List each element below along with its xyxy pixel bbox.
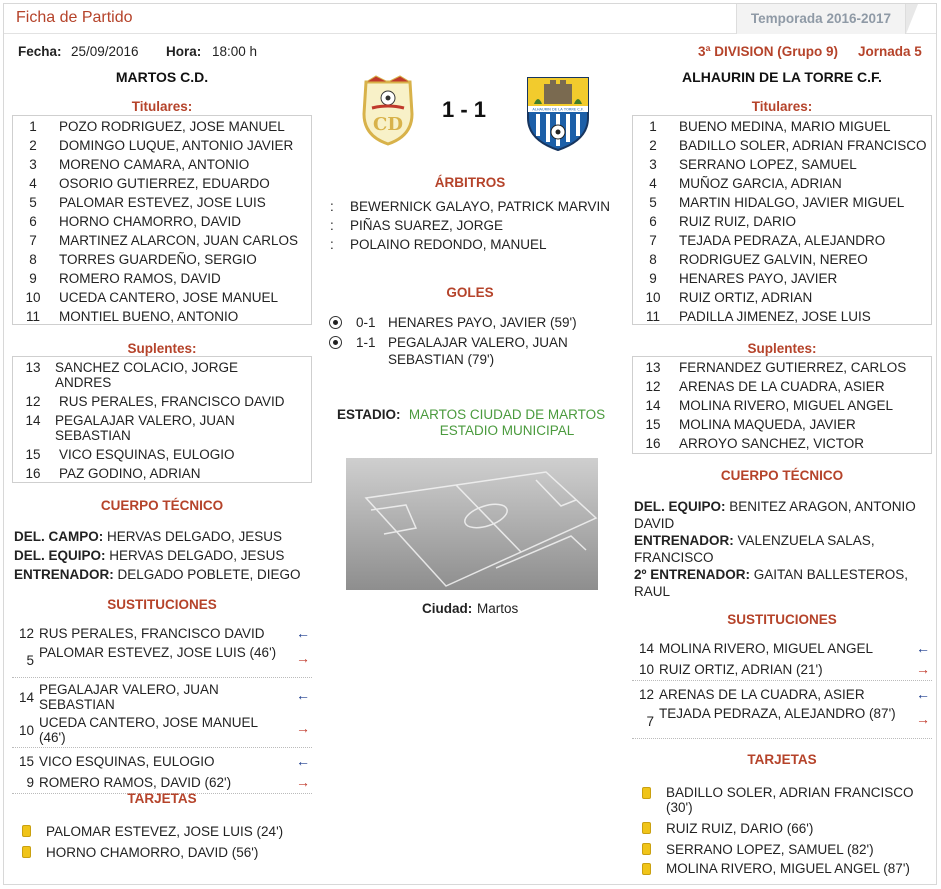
player-name: PAZ GODINO, ADRIAN <box>59 466 201 481</box>
player-name: DOMINGO LUQUE, ANTONIO JAVIER <box>59 138 294 153</box>
staff-name: VALENZUELA SALAS, FRANCISCO <box>634 533 875 565</box>
player-name: PALOMAR ESTEVEZ, JOSE LUIS (46') <box>39 645 277 660</box>
player-row[interactable] <box>633 212 931 231</box>
player-number: 1 <box>29 119 37 134</box>
player-row[interactable] <box>633 396 931 415</box>
player-name: UCEDA CANTERO, JOSE MANUEL <box>59 290 279 305</box>
player-name: MORENO CAMARA, ANTONIO <box>59 157 250 172</box>
staff-role: ENTRENADOR: <box>14 567 118 582</box>
arrow-left-icon: ← <box>296 687 310 703</box>
referee-bullet: : <box>330 199 334 214</box>
player-number: 16 <box>645 436 661 451</box>
player-row[interactable] <box>13 307 311 326</box>
player-number: 11 <box>25 309 40 324</box>
player-row[interactable] <box>13 269 311 288</box>
away-starters-title: Titulares: <box>751 99 813 114</box>
player-number: 7 <box>29 233 37 248</box>
player-number: 4 <box>649 176 657 191</box>
player-row[interactable] <box>633 136 931 155</box>
score: 1 - 1 <box>442 97 487 122</box>
home-cards-title: TARJETAS <box>127 791 197 806</box>
staff-row <box>634 566 916 600</box>
yellow-card-icon <box>22 846 31 858</box>
svg-text:CD: CD <box>373 114 403 135</box>
player-name: SANCHEZ COLACIO, JORGE ANDRES <box>55 360 239 390</box>
staff-role: DEL. EQUIPO: <box>14 548 110 563</box>
player-row[interactable] <box>13 250 311 269</box>
date-label: Fecha: <box>18 44 62 59</box>
player-row[interactable] <box>13 193 311 212</box>
player-number: 8 <box>649 252 657 267</box>
player-number: 10 <box>18 723 34 738</box>
player-name: RUIZ RUIZ, DARIO <box>679 214 796 229</box>
card-player: RUIZ RUIZ, DARIO (66') <box>666 821 814 836</box>
home-starters-title: Titulares: <box>131 99 193 114</box>
player-number: 13 <box>645 360 661 375</box>
home-crest <box>356 74 420 148</box>
player-name: OSORIO GUTIERREZ, EDUARDO <box>59 176 270 191</box>
player-number: 12 <box>645 379 661 394</box>
home-substitutions-title: SUSTITUCIONES <box>107 597 217 612</box>
away-cards-list <box>642 784 932 889</box>
player-name: BUENO MEDINA, MARIO MIGUEL <box>679 119 891 134</box>
yellow-card-icon <box>22 825 31 837</box>
staff-row <box>634 498 916 532</box>
substitution-group <box>12 681 312 748</box>
match-sheet <box>3 3 937 885</box>
player-name: RUS PERALES, FRANCISCO DAVID <box>59 394 285 409</box>
player-row[interactable] <box>633 288 931 307</box>
player-row[interactable] <box>13 464 311 483</box>
home-substitutions-list <box>12 623 312 797</box>
home-cards-list <box>22 821 312 863</box>
arrow-right-icon: → <box>916 711 930 727</box>
stadium-photo <box>346 458 598 590</box>
player-number: 7 <box>649 233 657 248</box>
player-number: 8 <box>29 252 37 267</box>
player-name: ARENAS DE LA CUADRA, ASIER <box>659 687 865 702</box>
staff-row <box>634 532 916 566</box>
arrow-left-icon: ← <box>296 753 310 769</box>
player-number: 7 <box>646 714 654 729</box>
away-staff-title: CUERPO TÉCNICO <box>720 468 844 483</box>
home-team-name: MARTOS C.D. <box>115 69 209 85</box>
player-number: 10 <box>25 290 41 305</box>
away-crest <box>524 74 592 152</box>
card-row <box>642 818 932 839</box>
city-name: Martos <box>477 601 519 616</box>
player-name: UCEDA CANTERO, JOSE MANUEL (46') <box>39 715 258 745</box>
goal-scorer: PEGALAJAR VALERO, JUAN SEBASTIAN (79') <box>388 335 568 367</box>
staff-role: 2º ENTRENADOR: <box>634 567 754 582</box>
player-name: BADILLO SOLER, ADRIAN FRANCISCO <box>679 138 927 153</box>
referee-name: PIÑAS SUAREZ, JORGE <box>350 218 504 233</box>
referee-bullet: : <box>330 218 334 233</box>
player-number: 5 <box>26 653 34 668</box>
player-number: 12 <box>25 394 41 409</box>
staff-name: HERVAS DELGADO, JESUS <box>107 529 283 544</box>
player-number: 13 <box>25 360 41 375</box>
referees-list <box>326 197 616 254</box>
player-row[interactable] <box>633 358 931 377</box>
player-row[interactable] <box>13 212 311 231</box>
player-name: TORRES GUARDEÑO, SERGIO <box>59 252 257 267</box>
player-number: 1 <box>649 119 657 134</box>
player-name: FERNANDEZ GUTIERREZ, CARLOS <box>679 360 907 375</box>
player-name: TEJADA PEDRAZA, ALEJANDRO <box>679 233 886 248</box>
referee-bullet: : <box>330 237 334 252</box>
season-tab-fold <box>906 4 918 34</box>
player-row[interactable] <box>633 434 931 453</box>
player-row[interactable] <box>633 193 931 212</box>
player-name: VICO ESQUINAS, EULOGIO <box>39 754 215 769</box>
player-number: 15 <box>18 754 34 769</box>
substitution-group <box>12 623 312 678</box>
referee-row <box>326 197 616 216</box>
substitution-row <box>12 644 312 677</box>
yellow-card-icon <box>642 787 651 799</box>
staff-role: DEL. EQUIPO: <box>634 499 730 514</box>
player-name: MONTIEL BUENO, ANTONIO <box>59 309 239 324</box>
arrow-left-icon: ← <box>916 640 930 656</box>
player-name: HORNO CHAMORRO, DAVID <box>59 214 242 229</box>
player-number: 14 <box>645 398 661 413</box>
away-staff-list <box>634 498 916 600</box>
yellow-card-icon <box>642 822 651 834</box>
player-row[interactable] <box>13 392 311 411</box>
soccer-ball-icon <box>329 336 342 349</box>
player-number: 10 <box>638 662 654 677</box>
player-row[interactable] <box>633 231 931 250</box>
card-player: HORNO CHAMORRO, DAVID (56') <box>46 845 259 860</box>
player-name: RODRIGUEZ GALVIN, NEREO <box>679 252 868 267</box>
substitution-row <box>632 638 932 659</box>
player-row[interactable] <box>13 155 311 174</box>
stadium-label: ESTADIO: <box>337 407 401 422</box>
player-number: 5 <box>29 195 37 210</box>
svg-text:ALHAURIN DE LA TORRE C.F.: ALHAURIN DE LA TORRE C.F. <box>532 107 584 112</box>
staff-role: DEL. CAMPO: <box>14 529 107 544</box>
player-row[interactable] <box>633 415 931 434</box>
player-row[interactable] <box>13 174 311 193</box>
player-name: VICO ESQUINAS, EULOGIO <box>59 447 235 462</box>
referee-row <box>326 216 616 235</box>
player-name: MOLINA MAQUEDA, JAVIER <box>679 417 856 432</box>
player-name: MARTIN HIDALGO, JAVIER MIGUEL <box>679 195 905 210</box>
player-row[interactable] <box>633 174 931 193</box>
player-number: 16 <box>25 466 41 481</box>
yellow-card-icon <box>642 843 651 855</box>
card-row <box>642 784 932 818</box>
player-name: MOLINA RIVERO, MIGUEL ANGEL <box>679 398 894 413</box>
substitution-row <box>12 681 312 714</box>
home-subs-list <box>12 356 312 483</box>
player-name: HENARES PAYO, JAVIER <box>679 271 838 286</box>
player-number: 14 <box>18 690 34 705</box>
player-row[interactable] <box>13 136 311 155</box>
player-name: ROMERO RAMOS, DAVID (62') <box>39 775 232 790</box>
player-number: 11 <box>645 309 660 324</box>
division: 3ª DIVISION (Grupo 9) <box>698 44 839 59</box>
goals-list <box>326 314 616 374</box>
away-starters-list <box>632 115 932 325</box>
goal-scorer: HENARES PAYO, JAVIER (59') <box>388 315 577 330</box>
player-row[interactable] <box>633 307 931 326</box>
header-bar <box>4 4 936 34</box>
card-player: MOLINA RIVERO, MIGUEL ANGEL (87') <box>666 861 910 876</box>
player-name: ARENAS DE LA CUADRA, ASIER <box>679 379 885 394</box>
player-name: RUS PERALES, FRANCISCO DAVID <box>39 626 265 641</box>
staff-name: GAITAN BALLESTEROS, RAUL <box>634 567 908 599</box>
goals-title: GOLES <box>446 285 494 300</box>
player-number: 9 <box>29 271 37 286</box>
player-row[interactable] <box>13 288 311 307</box>
player-number: 5 <box>649 195 657 210</box>
player-number: 3 <box>29 157 37 172</box>
player-number: 12 <box>638 687 654 702</box>
card-row <box>22 821 312 842</box>
time-label: Hora: <box>166 44 202 59</box>
player-name: PADILLA JIMENEZ, JOSE LUIS <box>679 309 871 324</box>
match-time: 18:00 h <box>212 44 258 59</box>
card-player: SERRANO LOPEZ, SAMUEL (82') <box>666 842 874 857</box>
referee-row <box>326 235 616 254</box>
away-team-name: ALHAURIN DE LA TORRE C.F. <box>682 69 882 85</box>
player-row[interactable] <box>13 231 311 250</box>
substitution-group <box>632 638 932 681</box>
substitution-row <box>12 623 312 644</box>
player-name: RUIZ ORTIZ, ADRIAN <box>679 290 813 305</box>
player-row[interactable] <box>633 377 931 396</box>
staff-name: BENITEZ ARAGON, ANTONIO DAVID <box>634 499 916 531</box>
arrow-right-icon: → <box>916 661 930 677</box>
player-name: ROMERO RAMOS, DAVID <box>59 271 221 286</box>
substitution-row <box>632 684 932 705</box>
substitution-row <box>632 659 932 680</box>
city-label: Ciudad: <box>422 601 473 616</box>
staff-row <box>14 546 314 565</box>
player-name: ARROYO SANCHEZ, VICTOR <box>679 436 865 451</box>
arrow-left-icon: ← <box>916 686 930 702</box>
player-number: 15 <box>645 417 661 432</box>
player-name: PEGALAJAR VALERO, JUAN SEBASTIAN <box>55 413 235 443</box>
player-name: POZO RODRIGUEZ, JOSE MANUEL <box>59 119 285 134</box>
staff-role: ENTRENADOR: <box>634 533 738 548</box>
substitution-row <box>12 772 312 793</box>
match-date: 25/09/2016 <box>71 44 139 59</box>
home-subs-title: Suplentes: <box>127 341 197 356</box>
page-title: Ficha de Partido <box>16 9 133 26</box>
substitution-group <box>632 684 932 739</box>
player-row[interactable] <box>633 269 931 288</box>
substitution-row <box>632 705 932 738</box>
player-name: RUIZ ORTIZ, ADRIAN (21') <box>659 662 823 677</box>
player-row[interactable] <box>633 250 931 269</box>
player-row[interactable] <box>633 155 931 174</box>
season-tab[interactable]: Temporada 2016-2017 <box>736 4 906 34</box>
player-number: 3 <box>649 157 657 172</box>
player-name: PALOMAR ESTEVEZ, JOSE LUIS <box>59 195 266 210</box>
player-row[interactable] <box>13 445 311 464</box>
goal-score: 0-1 <box>356 315 376 330</box>
home-starters-list <box>12 115 312 325</box>
soccer-ball-icon <box>329 316 342 329</box>
staff-name: HERVAS DELGADO, JESUS <box>109 548 285 563</box>
card-row <box>22 842 312 863</box>
player-name: TEJADA PEDRAZA, ALEJANDRO (87') <box>659 706 896 721</box>
arrow-right-icon: → <box>296 774 310 790</box>
player-number: 9 <box>649 271 657 286</box>
card-row <box>642 860 932 889</box>
home-staff-list <box>14 527 314 584</box>
player-row[interactable] <box>633 117 931 136</box>
player-name: SERRANO LOPEZ, SAMUEL <box>679 157 857 172</box>
goal-score: 1-1 <box>356 335 376 350</box>
referees-title: ÁRBITROS <box>434 175 506 190</box>
substitution-row <box>12 714 312 747</box>
referee-name: BEWERNICK GALAYO, PATRICK MARVIN <box>350 199 611 214</box>
away-substitutions-title: SUSTITUCIONES <box>727 612 837 627</box>
card-row <box>642 839 932 860</box>
player-name: MARTINEZ ALARCON, JUAN CARLOS <box>59 233 299 248</box>
substitution-row <box>12 751 312 772</box>
staff-row <box>14 527 314 546</box>
player-name: MUÑOZ GARCIA, ADRIAN <box>679 176 842 191</box>
staff-name: DELGADO POBLETE, DIEGO <box>117 567 301 582</box>
yellow-card-icon <box>642 863 651 875</box>
card-player: BADILLO SOLER, ADRIAN FRANCISCO (30') <box>666 785 914 815</box>
player-number: 14 <box>25 413 41 428</box>
player-number: 6 <box>649 214 657 229</box>
arrow-left-icon: ← <box>296 625 310 641</box>
player-number: 4 <box>29 176 37 191</box>
player-name: MOLINA RIVERO, MIGUEL ANGEL <box>659 641 874 656</box>
home-staff-title: CUERPO TÉCNICO <box>100 498 224 513</box>
player-row[interactable] <box>13 358 311 392</box>
player-number: 12 <box>18 626 34 641</box>
away-subs-list <box>632 356 932 454</box>
player-number: 10 <box>645 290 661 305</box>
player-number: 15 <box>25 447 41 462</box>
player-number: 6 <box>29 214 37 229</box>
player-number: 2 <box>29 138 37 153</box>
substitution-group <box>12 751 312 794</box>
player-number: 2 <box>649 138 657 153</box>
stadium-name: MARTOS CIUDAD DE MARTOS ESTADIO MUNICIPAL <box>408 407 606 438</box>
referee-name: POLAINO REDONDO, MANUEL <box>350 237 547 252</box>
arrow-right-icon: → <box>296 650 310 666</box>
away-cards-title: TARJETAS <box>747 752 817 767</box>
player-row[interactable] <box>13 411 311 445</box>
player-number: 9 <box>26 775 34 790</box>
away-subs-title: Suplentes: <box>747 341 817 356</box>
arrow-right-icon: → <box>296 720 310 736</box>
player-name: PEGALAJAR VALERO, JUAN SEBASTIAN <box>39 682 219 712</box>
staff-row <box>14 565 314 584</box>
away-substitutions-list <box>632 638 932 742</box>
player-row[interactable] <box>13 117 311 136</box>
player-number: 14 <box>638 641 654 656</box>
card-player: PALOMAR ESTEVEZ, JOSE LUIS (24') <box>46 824 284 839</box>
round: Jornada 5 <box>858 44 922 59</box>
